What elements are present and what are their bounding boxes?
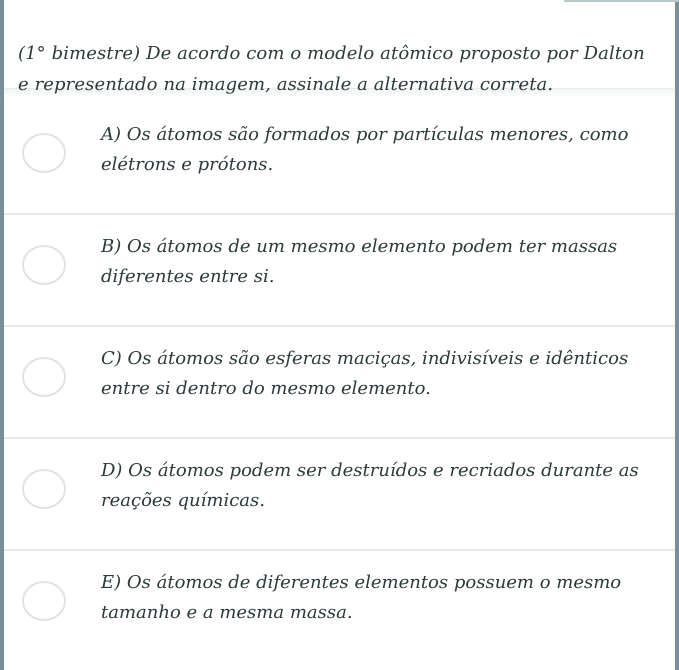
option-a[interactable] — [4, 103, 675, 215]
option-e-label: E) Os átomos de diferentes elementos possuem o mesmo tamanho e a mesma massa. — [101, 572, 622, 623]
options-list — [4, 103, 675, 663]
option-d[interactable] — [4, 439, 675, 551]
option-e[interactable] — [4, 551, 675, 663]
radio-option-e[interactable] — [22, 581, 66, 621]
option-b-label: B) Os átomos de um mesmo elemento podem ter massas diferentes entre si. — [101, 236, 618, 287]
radio-option-b[interactable] — [22, 245, 66, 285]
option-c-label: C) Os átomos são esferas maciças, indivisíveis e idênticos entre si dentro do mesmo elemento. — [101, 348, 629, 399]
option-c[interactable] — [4, 327, 675, 439]
radio-option-a[interactable] — [22, 133, 66, 173]
question-text: (1° bimestre) De acordo com o modelo atômico proposto por Dalton e representado na imagem, assinale a alternativa correta. — [18, 43, 645, 95]
option-b[interactable] — [4, 215, 675, 327]
option-d-label: D) Os átomos podem ser destruídos e recriados durante as reações químicas. — [101, 460, 639, 511]
option-a-label: A) Os átomos são formados por partículas menores, como elétrons e prótons. — [101, 124, 629, 175]
radio-option-c[interactable] — [22, 357, 66, 397]
radio-option-d[interactable] — [22, 469, 66, 509]
top-accent-bar — [564, 0, 679, 2]
